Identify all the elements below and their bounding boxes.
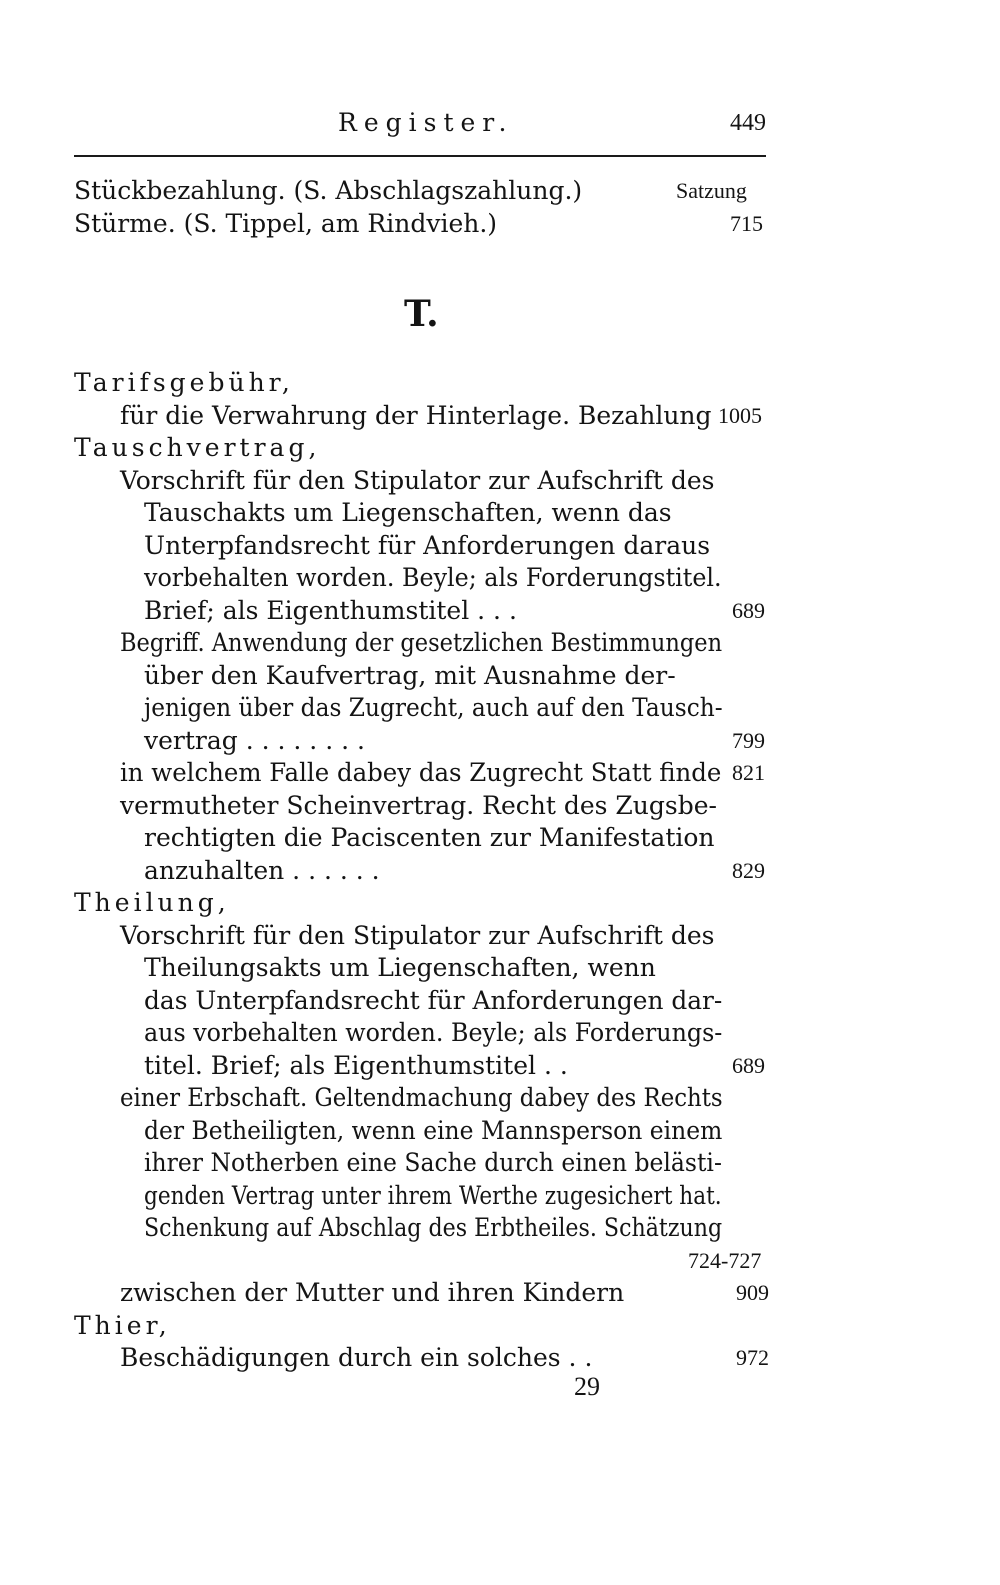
subentry-line: titel. Brief; als Eigenthumstitel . .: [144, 1051, 568, 1080]
subentry-line: anzuhalten . . . . . .: [144, 856, 380, 885]
subentry-line: der Betheiligten, wenn eine Mannsperson einem: [144, 1116, 723, 1145]
subentry-line: Theilungsakts um Liegenschaften, wenn: [144, 953, 656, 982]
subentry-line: ihrer Notherben eine Sache durch einen belästi-: [144, 1148, 722, 1177]
page-ref: 689: [732, 598, 765, 623]
page-number: 449: [730, 110, 766, 136]
subentry-line: Begriff. Anwendung der gesetzlichen Bestimmungen: [120, 628, 723, 657]
signature-mark: 29: [574, 1372, 600, 1401]
page-ref: 715: [730, 211, 763, 236]
subentry-line: vertrag . . . . . . . .: [144, 726, 365, 755]
page-ref: 1005: [718, 403, 762, 428]
entry-heading: Tarifsgebühr,: [74, 368, 294, 397]
subentry-line: einer Erbschaft. Geltendmachung dabey des Rechts: [120, 1083, 723, 1112]
section-letter: T.: [404, 293, 439, 335]
subentry-line: Vorschrift für den Stipulator zur Aufschrift des: [120, 921, 715, 950]
page-ref: 689: [732, 1053, 765, 1078]
subentry-line: vorbehalten worden. Beyle; als Forderungstitel.: [144, 563, 722, 592]
header-rule: [74, 155, 766, 157]
entry-heading: Thier,: [74, 1311, 171, 1340]
page-ref: Satzung: [676, 178, 747, 203]
subentry-line: Schenkung auf Abschlag des Erbtheiles. Schätzung: [144, 1213, 723, 1242]
subentry-line: in welchem Falle dabey das Zugrecht Statt finde: [120, 758, 722, 787]
entry-stuerme: Stürme. (S. Tippel, am Rindvieh.): [74, 209, 498, 238]
page-ref: 799: [732, 728, 765, 753]
running-head: Register.: [338, 108, 514, 137]
subentry-line: genden Vertrag unter ihrem Werthe zugesichert hat.: [144, 1181, 722, 1210]
subentry-line: jenigen über das Zugrecht, auch auf den Tausch-: [144, 693, 723, 722]
subentry-line: aus vorbehalten worden. Beyle; als Forderungs-: [144, 1018, 723, 1047]
subentry-line: für die Verwahrung der Hinterlage. Bezahlung: [120, 401, 712, 430]
page-ref: 724-727: [688, 1248, 762, 1273]
page-ref: 972: [736, 1345, 769, 1370]
page-ref: 821: [732, 760, 765, 785]
subentry-line: Brief; als Eigenthumstitel . . .: [144, 596, 517, 625]
subentry-line: rechtigten die Paciscenten zur Manifestation: [144, 823, 715, 852]
page-ref: 909: [736, 1280, 769, 1305]
subentry-line: Tauschakts um Liegenschaften, wenn das: [144, 498, 672, 527]
subentry-line: vermutheter Scheinvertrag. Recht des Zugsbe-: [120, 791, 717, 820]
subentry-line: Unterpfandsrecht für Anforderungen daraus: [144, 531, 711, 560]
page-ref: 829: [732, 858, 765, 883]
entry-stueckbezahlung: Stückbezahlung. (S. Abschlagszahlung.): [74, 176, 583, 205]
subentry-line: über den Kaufvertrag, mit Ausnahme der-: [144, 661, 676, 690]
subentry-line: das Unterpfandsrecht für Anforderungen dar-: [144, 986, 723, 1015]
subentry-line: Beschädigungen durch ein solches . .: [120, 1343, 593, 1372]
entry-heading: Tauschvertrag,: [74, 433, 321, 462]
subentry-line: Vorschrift für den Stipulator zur Aufschrift des: [120, 466, 715, 495]
entry-heading: Theilung,: [74, 888, 230, 917]
subentry-line: zwischen der Mutter und ihren Kindern: [120, 1278, 625, 1307]
